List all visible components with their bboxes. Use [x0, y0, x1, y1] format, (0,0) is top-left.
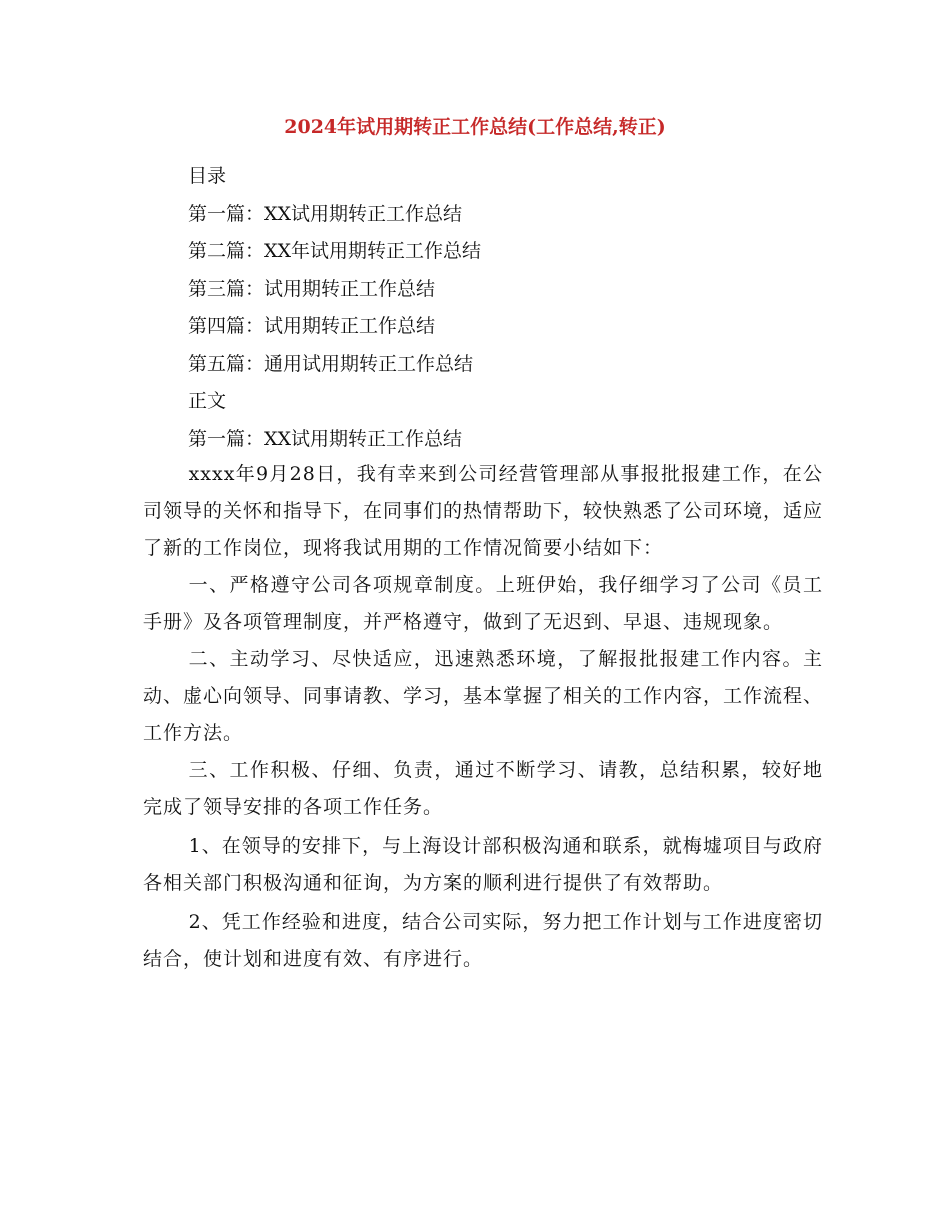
toc-item: 第一篇：XX试用期转正工作总结	[188, 202, 463, 225]
section-heading: 第一篇：XX试用期转正工作总结	[188, 427, 463, 450]
paragraph: 二、主动学习、尽快适应，迅速熟悉环境，了解报批报建工作内容。主动、虚心向领导、同事请教、学习，基本掌握了相关的工作内容，工作流程、工作方法。	[143, 648, 824, 744]
toc-item: 第三篇：试用期转正工作总结	[188, 277, 436, 300]
paragraph: xxxx年9月28日，我有幸来到公司经营管理部从事报批报建工作，在公司领导的关怀和指导下，在同事们的热情帮助下，较快熟悉了公司环境，适应了新的工作岗位，现将我试用期的工作情况简要小结如下：	[143, 463, 824, 559]
paragraph: 三、工作积极、仔细、负责，通过不断学习、请教，总结积累，较好地完成了领导安排的各项工作任务。	[143, 759, 823, 818]
toc-item: 第五篇：通用试用期转正工作总结	[188, 352, 474, 375]
table-of-contents	[188, 158, 828, 458]
toc-item: 第四篇：试用期转正工作总结	[188, 315, 436, 337]
body-heading: 正文	[188, 390, 227, 412]
toc-item: 第二篇：XX年试用期转正工作总结	[188, 240, 482, 262]
paragraph: 1、在领导的安排下，与上海设计部积极沟通和联系，就梅墟项目与政府各相关部门积极沟通和征询，为方案的顺利进行提供了有效帮助。	[143, 835, 823, 894]
paragraph: 一、严格遵守公司各项规章制度。上班伊始，我仔细学习了公司《员工手册》及各项管理制度，并严格遵守，做到了无迟到、早退、违规现象。	[143, 574, 823, 633]
toc-heading: 目录	[188, 165, 227, 187]
document-title: 2024年试用期转正工作总结(工作总结,转正)	[284, 116, 666, 138]
document-body	[143, 456, 823, 978]
paragraph: 2、凭工作经验和进度，结合公司实际，努力把工作计划与工作进度密切结合，使计划和进度有效、有序进行。	[143, 911, 823, 970]
